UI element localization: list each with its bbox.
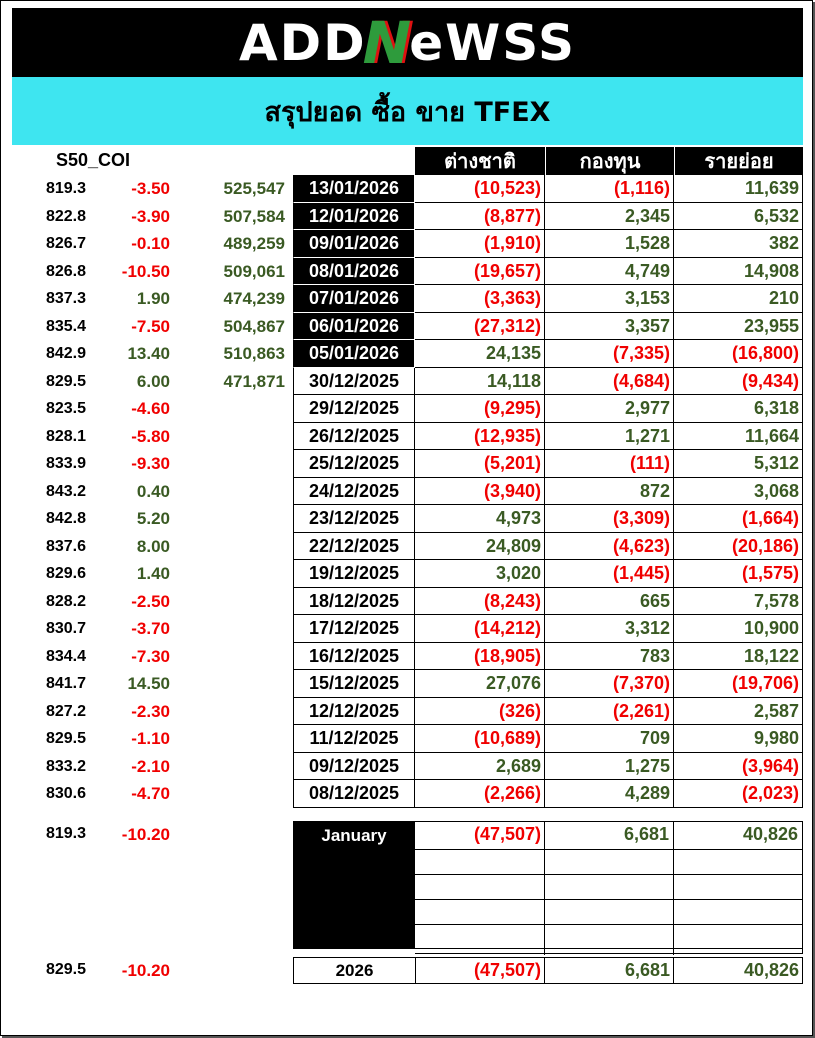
trade-date: 11/12/2025 — [293, 725, 415, 753]
index-change: -7.50 — [131, 316, 170, 336]
index-change: 6.00 — [136, 371, 170, 391]
header-foreign: ต่างชาติ — [415, 147, 545, 175]
table-row — [0, 258, 815, 286]
grid-line — [415, 948, 803, 949]
foreign-value: (2,266) — [415, 780, 545, 808]
set50-index: 833.2 — [45, 757, 86, 775]
coi-value: 507,584 — [223, 206, 285, 226]
retail-value: 18,122 — [674, 643, 803, 671]
index-change: -2.50 — [131, 591, 170, 611]
index-change: -3.90 — [131, 206, 170, 226]
set50-index: 826.7 — [45, 235, 86, 252]
retail-value: 23,955 — [674, 313, 803, 341]
month-index: 819.3 — [45, 825, 86, 842]
table-row — [0, 423, 815, 451]
year-retail: 40,826 — [743, 960, 799, 980]
fund-value: 709 — [545, 725, 674, 753]
table-row — [0, 588, 815, 616]
set50-index: 842.9 — [45, 345, 86, 362]
index-change: 5.20 — [136, 509, 170, 528]
retail-value: (9,434) — [674, 368, 803, 396]
coi-value: 525,547 — [223, 179, 285, 198]
grid-line — [415, 924, 803, 925]
table-row — [0, 395, 815, 423]
table-row — [0, 670, 815, 698]
trade-date: 05/01/2026 — [293, 340, 415, 368]
foreign-value: (19,657) — [415, 258, 545, 286]
trade-date: 18/12/2025 — [293, 588, 415, 616]
foreign-value: 14,118 — [415, 368, 545, 396]
table-row — [0, 780, 815, 808]
trade-date: 09/12/2025 — [293, 753, 415, 781]
fund-value: 783 — [545, 643, 674, 671]
fund-value: (7,335) — [545, 340, 674, 368]
trade-date: 25/12/2025 — [293, 450, 415, 478]
year-label: 2026 — [294, 958, 416, 983]
foreign-value: (8,877) — [415, 203, 545, 231]
set50-index: 827.2 — [45, 702, 86, 720]
table-row — [0, 450, 815, 478]
retail-value: 7,578 — [674, 588, 803, 616]
set50-index: 837.3 — [45, 290, 86, 307]
trade-date: 30/12/2025 — [293, 368, 415, 396]
table-row — [0, 698, 815, 726]
month-foreign: (47,507) — [473, 824, 541, 844]
fund-value: 2,977 — [545, 395, 674, 423]
foreign-value: 24,135 — [415, 340, 545, 368]
set50-index: 823.5 — [45, 400, 86, 417]
set50-index: 829.6 — [45, 565, 86, 582]
fund-value: 3,153 — [545, 285, 674, 313]
foreign-value: (5,201) — [415, 450, 545, 478]
month-fund: 6,681 — [623, 824, 669, 844]
retail-value: 6,318 — [674, 395, 803, 423]
fund-value: 2,345 — [545, 203, 674, 231]
fund-value: 1,271 — [545, 423, 674, 451]
trade-date: 23/12/2025 — [293, 505, 415, 533]
index-change: -9.30 — [131, 454, 170, 473]
foreign-value: (326) — [415, 698, 545, 726]
index-change: 14.50 — [127, 674, 170, 693]
retail-value: (16,800) — [674, 340, 803, 368]
retail-value: 10,900 — [674, 615, 803, 643]
month-label: January — [293, 821, 415, 949]
retail-value: 5,312 — [674, 450, 803, 478]
fund-value: (2,261) — [545, 698, 674, 726]
grid-line — [415, 899, 803, 900]
table-row — [0, 368, 815, 396]
index-change: 1.90 — [136, 289, 170, 308]
month-retail: 40,826 — [742, 824, 798, 844]
retail-value: 14,908 — [674, 258, 803, 286]
foreign-value: (8,243) — [415, 588, 545, 616]
index-change: 1.40 — [136, 564, 170, 583]
set50-index: 833.9 — [45, 455, 86, 472]
page-title: สรุปยอด ซื้อ ขาย TFEX — [264, 96, 551, 128]
trade-date: 08/01/2026 — [293, 258, 415, 286]
table-row — [0, 643, 815, 671]
title-bar — [12, 77, 803, 145]
trade-date: 07/01/2026 — [293, 285, 415, 313]
index-change: -3.70 — [131, 619, 170, 638]
table-row — [0, 753, 815, 781]
s50-coi-label: S50_COI — [56, 150, 131, 170]
set50-index: 843.2 — [45, 482, 86, 500]
month-grid — [415, 821, 803, 954]
fund-value: (1,116) — [545, 175, 674, 203]
foreign-value: (9,295) — [415, 395, 545, 423]
foreign-value: (1,910) — [415, 230, 545, 258]
table-row — [0, 505, 815, 533]
fund-value: (3,309) — [545, 505, 674, 533]
set50-index: 835.4 — [45, 317, 86, 335]
foreign-value: (14,212) — [415, 615, 545, 643]
table-row — [0, 203, 815, 231]
trade-date: 26/12/2025 — [293, 423, 415, 451]
fund-value: (7,370) — [545, 670, 674, 698]
set50-index: 819.3 — [45, 180, 86, 197]
trade-date: 22/12/2025 — [293, 533, 415, 561]
fund-value: 1,528 — [545, 230, 674, 258]
set50-index: 834.4 — [45, 647, 86, 665]
set50-index: 842.8 — [45, 510, 86, 527]
trade-date: 06/01/2026 — [293, 313, 415, 341]
trade-date: 19/12/2025 — [293, 560, 415, 588]
fund-value: 4,289 — [545, 780, 674, 808]
coi-value: 504,867 — [223, 316, 285, 336]
trade-date: 16/12/2025 — [293, 643, 415, 671]
retail-value: 6,532 — [674, 203, 803, 231]
index-change: -1.10 — [131, 729, 170, 748]
header-retail: รายย่อย — [674, 147, 803, 175]
trade-date: 09/01/2026 — [293, 230, 415, 258]
coi-value: 471,871 — [223, 371, 285, 391]
trade-date: 08/12/2025 — [293, 780, 415, 808]
retail-value: 11,664 — [674, 423, 803, 451]
retail-value: 382 — [674, 230, 803, 258]
retail-value: 210 — [674, 285, 803, 313]
trade-date: 24/12/2025 — [293, 478, 415, 506]
set50-index: 837.6 — [45, 537, 86, 555]
retail-value: (19,706) — [674, 670, 803, 698]
foreign-value: 4,973 — [415, 505, 545, 533]
index-change: 8.00 — [136, 536, 170, 556]
index-change: -3.50 — [131, 179, 170, 198]
month-summary — [293, 821, 803, 954]
index-change: -7.30 — [131, 646, 170, 666]
table-row — [0, 533, 815, 561]
foreign-value: (10,689) — [415, 725, 545, 753]
coi-value: 510,863 — [223, 344, 285, 363]
fund-value: 665 — [545, 588, 674, 616]
logo-banner — [12, 8, 803, 77]
retail-value: 11,639 — [674, 175, 803, 203]
retail-value: (2,023) — [674, 780, 803, 808]
year-index: 829.5 — [45, 961, 86, 978]
trade-date: 12/12/2025 — [293, 698, 415, 726]
foreign-value: 24,809 — [415, 533, 545, 561]
trade-date: 13/01/2026 — [293, 175, 415, 203]
logo-left: ADD — [238, 13, 367, 72]
table-row — [0, 560, 815, 588]
set50-index: 828.2 — [45, 592, 86, 610]
table-row — [0, 340, 815, 368]
fund-value: 4,749 — [545, 258, 674, 286]
index-change: -2.30 — [131, 701, 170, 721]
foreign-value: (12,935) — [415, 423, 545, 451]
fund-value: (4,623) — [545, 533, 674, 561]
index-change: -2.10 — [131, 756, 170, 776]
table-row — [0, 313, 815, 341]
set50-index: 829.5 — [45, 730, 86, 747]
fund-value: (4,684) — [545, 368, 674, 396]
retail-value: (20,186) — [674, 533, 803, 561]
set50-index: 822.8 — [45, 207, 86, 225]
foreign-value: 27,076 — [415, 670, 545, 698]
table-row — [0, 725, 815, 753]
set50-index: 829.5 — [45, 372, 86, 390]
set50-index: 830.7 — [45, 620, 86, 637]
retail-value: 9,980 — [674, 725, 803, 753]
index-change: -4.70 — [131, 784, 170, 803]
month-change: -10.20 — [121, 825, 170, 844]
grid-line — [415, 874, 803, 875]
trade-date: 15/12/2025 — [293, 670, 415, 698]
set50-index: 830.6 — [45, 785, 86, 802]
year-summary — [293, 957, 803, 984]
year-change: -10.20 — [121, 961, 170, 980]
index-change: -4.60 — [131, 399, 170, 418]
foreign-value: (10,523) — [415, 175, 545, 203]
grid-line — [415, 849, 803, 850]
addnewss-logo — [239, 9, 576, 77]
trade-date: 29/12/2025 — [293, 395, 415, 423]
fund-value: (1,445) — [545, 560, 674, 588]
set50-index: 826.8 — [45, 262, 86, 280]
index-change: -5.80 — [131, 426, 170, 446]
foreign-value: (18,905) — [415, 643, 545, 671]
logo-mid: N — [362, 8, 414, 77]
fund-value: 3,312 — [545, 615, 674, 643]
foreign-value: 3,020 — [415, 560, 545, 588]
retail-value: 3,068 — [674, 478, 803, 506]
index-change: -10.50 — [121, 261, 170, 281]
fund-value: 1,275 — [545, 753, 674, 781]
table-row — [0, 175, 815, 203]
coi-value: 489,259 — [223, 234, 285, 253]
year-foreign: (47,507) — [416, 958, 545, 983]
fund-value: 872 — [545, 478, 674, 506]
retail-value: 2,587 — [674, 698, 803, 726]
foreign-value: (27,312) — [415, 313, 545, 341]
coi-value: 474,239 — [223, 289, 285, 308]
set50-index: 828.1 — [45, 427, 86, 445]
foreign-value: (3,363) — [415, 285, 545, 313]
retail-value: (1,664) — [674, 505, 803, 533]
retail-value: (1,575) — [674, 560, 803, 588]
index-change: 13.40 — [127, 344, 170, 363]
logo-right: eWSS — [409, 13, 577, 72]
trade-date: 12/01/2026 — [293, 203, 415, 231]
index-change: -0.10 — [131, 234, 170, 253]
fund-value: 3,357 — [545, 313, 674, 341]
retail-value: (3,964) — [674, 753, 803, 781]
table-row — [0, 478, 815, 506]
foreign-value: 2,689 — [415, 753, 545, 781]
index-change: 0.40 — [136, 481, 170, 501]
year-fund: 6,681 — [545, 958, 674, 983]
table-row — [0, 615, 815, 643]
foreign-value: (3,940) — [415, 478, 545, 506]
fund-value: (111) — [545, 450, 674, 478]
trade-date: 17/12/2025 — [293, 615, 415, 643]
table-row — [0, 230, 815, 258]
coi-value: 509,061 — [223, 261, 285, 281]
table-row — [0, 285, 815, 313]
header-fund: กองทุน — [545, 147, 674, 175]
set50-index: 841.7 — [45, 675, 86, 692]
